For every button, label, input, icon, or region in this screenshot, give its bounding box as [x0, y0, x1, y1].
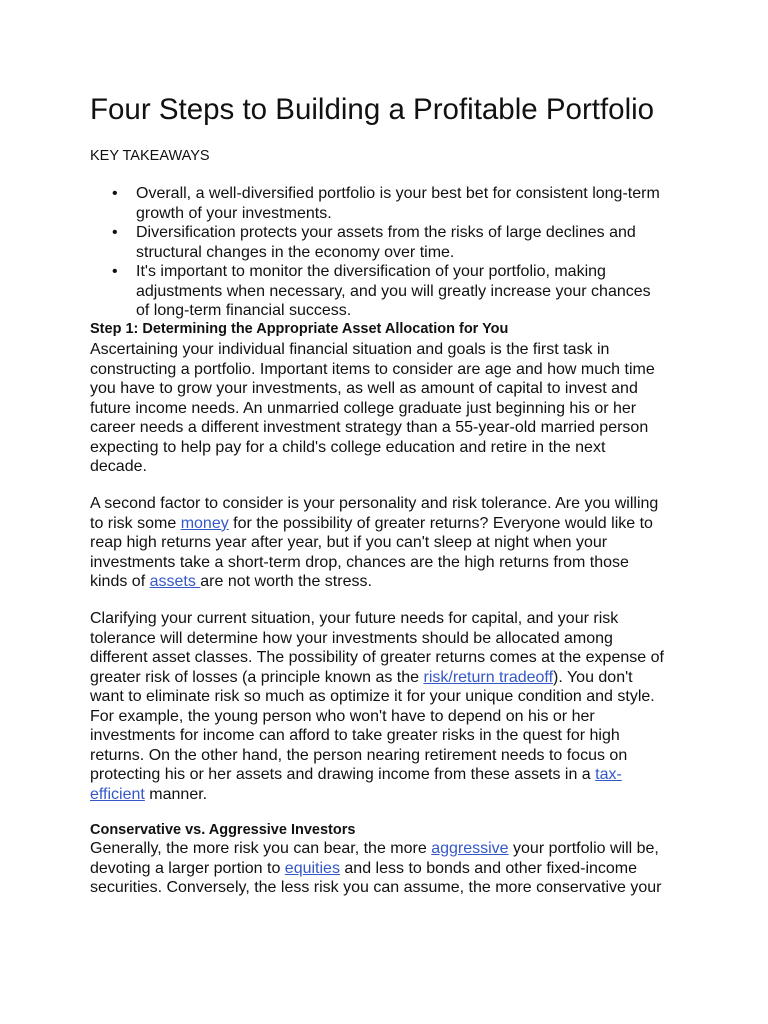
- step1-paragraph-2: A second factor to consider is your personality and risk tolerance. Are you willing to risk some money for the possibility of greater returns? Everyone would like to reap high returns year after year, but if you can't sleep at night when your investments take a short-term drop, chances are the high returns from those kinds of assets are not worth the stress.: [90, 495, 659, 590]
- bullet-icon: •: [112, 185, 118, 202]
- aggressive-link[interactable]: aggressive: [431, 840, 509, 857]
- money-link[interactable]: money: [180, 514, 229, 532]
- key-takeaways-list: [90, 184, 696, 321]
- bullet-icon: •: [112, 263, 118, 280]
- step1-paragraph-1: Ascertaining your individual financial situation and goals is the first task in constructing a portfolio. Important items to consider are age and how much time you have to grow your investments, as well as amount of capital to invest and future income needs. An unmarried college graduate just beginning his or her career needs a different investment strategy than a 55-year-old married person expecting to help pay for a child's college education and retire in the next decade.: [90, 341, 655, 475]
- step1-heading: Step 1: Determining the Appropriate Asset Allocation for You: [90, 321, 509, 337]
- tax-efficient-link[interactable]: tax-: [595, 766, 622, 783]
- list-item: • Overall, a well-diversified portfolio is your best bet for consistent long-term growth of your investments.: [112, 185, 660, 222]
- conservative-vs-aggressive-paragraph: Generally, the more risk you can bear, the more aggressive your portfolio will be, devoting a larger portion to equities and less to bonds and other fixed-income securities. Conversely, the less risk you can assume, the more conservative your: [90, 840, 662, 896]
- equities-link[interactable]: equities: [284, 859, 340, 877]
- key-takeaways-label: KEY TAKEAWAYS: [90, 148, 210, 164]
- list-item: • It's important to monitor the diversification of your portfolio, making adjustments when necessary, and you will greatly increase your chances of long-term financial success.: [112, 263, 651, 319]
- bullet-icon: •: [112, 224, 118, 241]
- page-title: Four Steps to Building a Profitable Portfolio: [90, 93, 655, 126]
- step1-paragraph-3: Clarifying your current situation, your future needs for capital, and your risk tolerance will determine how your investments should be allocated among different asset classes. The possibility of greater returns comes at the expense of greater risk of losses (a principle known as the risk/return tradeoff). You don't want to eliminate risk so much as optimize it for your unique condition and style. For example, the young person who won't have to depend on his or her investments for income can afford to take greater risks in the quest for high returns. On the other hand, the person nearing retirement needs to focus on protecting his or her assets and drawing income from these assets in a tax- efficient manner.: [90, 610, 664, 803]
- conservative-vs-aggressive-heading: Conservative vs. Aggressive Investors: [90, 822, 356, 838]
- assets-link[interactable]: assets: [149, 573, 201, 590]
- risk-return-tradeoff-link[interactable]: risk/return tradeoff: [423, 668, 554, 686]
- list-item: • Diversification protects your assets from the risks of large declines and structural changes in the economy over time.: [112, 224, 636, 261]
- tax-efficient-link-continued[interactable]: efficient: [90, 785, 145, 803]
